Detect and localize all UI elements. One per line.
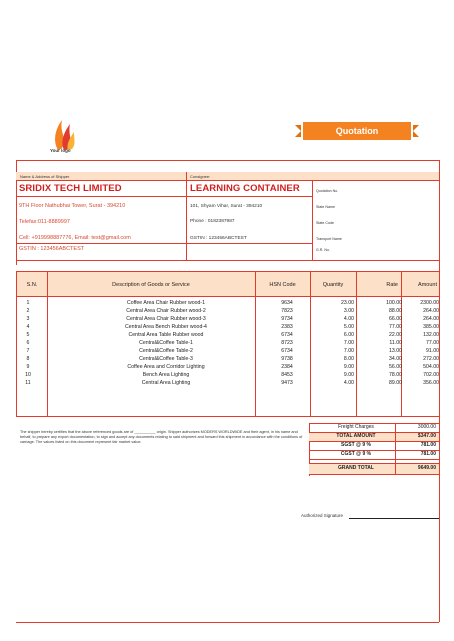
freight-label: Freight Charges xyxy=(338,424,374,430)
cell-sn: 8 xyxy=(26,356,30,362)
cell-hsn: 9473 xyxy=(281,380,293,386)
authorized-signature-label: Authorized Signature xyxy=(301,513,344,518)
cell-rate: 77.00 xyxy=(389,324,402,330)
gr-no-label: G.R. No. xyxy=(316,248,330,252)
cell-hsn: 9738 xyxy=(281,356,293,362)
shipper-gstin: GSTIN : 123456ABCTEST xyxy=(19,246,85,252)
cell-rate: 34.00 xyxy=(389,356,402,362)
table-row xyxy=(16,300,439,307)
shipper-address: 9TH Floor Nathubhai Tower, Surat - 394210 xyxy=(19,203,126,209)
cell-amount: 2300.00 xyxy=(420,300,439,306)
cell-quantity: 7.00 xyxy=(343,340,354,346)
cell-amount: 264.00 xyxy=(423,316,439,322)
cell-amount: 132.00 xyxy=(423,332,439,338)
cell-sn: 6 xyxy=(26,340,30,346)
cgst-row xyxy=(309,450,439,459)
cell-rate: 100.00 xyxy=(386,300,402,306)
quotation-no-label: Quotation No. xyxy=(316,189,339,193)
cell-rate: 88.00 xyxy=(389,308,402,314)
col-header-amount: Amount xyxy=(418,282,437,288)
cell-quantity: 5.00 xyxy=(343,324,354,330)
cell-rate: 11.00 xyxy=(389,340,402,346)
cell-sn: 1 xyxy=(26,300,30,306)
cell-quantity: 9.00 xyxy=(343,372,354,378)
freight-value: 3000.00 xyxy=(417,424,436,430)
cell-quantity: 6.00 xyxy=(343,332,354,338)
logo-label: Your logo xyxy=(50,148,71,153)
cell-hsn: 9634 xyxy=(281,300,293,306)
state-name-label: State Name xyxy=(316,205,335,209)
table-row xyxy=(16,316,439,323)
party-header-band xyxy=(16,172,439,180)
signature-line xyxy=(349,518,439,519)
table-row xyxy=(16,308,439,315)
cell-sn: 10 xyxy=(25,372,31,378)
consignee-phone: Phone : 0182387987 xyxy=(190,219,235,224)
cell-quantity: 9.00 xyxy=(343,364,354,370)
cgst-label: CGST @ 9 % xyxy=(340,451,372,457)
table-row xyxy=(16,372,439,379)
cell-description: Central&Coffee Table-3 xyxy=(139,356,193,362)
cell-amount: 91.00 xyxy=(426,348,439,354)
cell-hsn: 7823 xyxy=(281,308,293,314)
cell-description: Central&Coffee Table-1 xyxy=(139,340,193,346)
cell-sn: 7 xyxy=(26,348,30,354)
consignee-section-label: Consignee: xyxy=(190,174,211,179)
cell-quantity: 4.00 xyxy=(343,380,354,386)
cell-sn: 5 xyxy=(26,332,30,338)
cell-description: Central Area Chair Rubber wood-3 xyxy=(126,316,206,322)
cell-quantity: 23.00 xyxy=(341,300,354,306)
cell-sn: 4 xyxy=(26,324,30,330)
cell-rate: 56.00 xyxy=(389,364,402,370)
cell-sn: 2 xyxy=(26,308,30,314)
shipper-section-label: Name & Address of Shipper xyxy=(20,174,70,179)
transport-name-label: Transport Name xyxy=(316,237,342,241)
sgst-label: SGST @ 9 % xyxy=(341,442,371,448)
cell-amount: 77.00 xyxy=(426,340,439,346)
shipper-telefax: Telefax:011-8889997 xyxy=(19,219,70,225)
cell-description: Central Area Table Rubber wood xyxy=(128,332,204,338)
cell-rate: 13.00 xyxy=(389,348,402,354)
total-amount-label: TOTAL AMOUNT xyxy=(336,433,376,439)
table-row xyxy=(16,364,439,371)
cell-description: Central Area Lighting xyxy=(141,380,191,386)
table-row xyxy=(16,348,439,355)
col-header-rate: Rate xyxy=(386,282,398,288)
table-row xyxy=(16,340,439,347)
consignee-company: LEARNING CONTAINER xyxy=(190,183,300,194)
quotation-title: Quotation xyxy=(335,126,379,136)
cell-hsn: 6734 xyxy=(281,348,293,354)
col-header-sn: S.N. xyxy=(26,282,38,288)
cell-description: Bench Area Lighting xyxy=(142,372,190,378)
consignee-gstin: GSTIN : 123456ABCTEST xyxy=(190,236,247,241)
cell-description: Coffee Area Chair Rubber wood-1 xyxy=(126,300,206,306)
freight-row xyxy=(309,423,439,432)
cell-rate: 89.00 xyxy=(389,380,402,386)
col-header-description: Description of Goods or Service xyxy=(112,282,190,288)
total-amount-row xyxy=(309,432,439,441)
cell-amount: 264.00 xyxy=(423,308,439,314)
table-row xyxy=(16,332,439,339)
cell-description: Central&Coffee Table-2 xyxy=(139,348,193,354)
quotation-badge xyxy=(295,122,419,140)
cell-hsn: 6734 xyxy=(281,332,293,338)
table-row xyxy=(16,324,439,331)
cell-amount: 702.00 xyxy=(423,372,439,378)
cell-amount: 272.00 xyxy=(423,356,439,362)
cell-amount: 356.00 xyxy=(423,380,439,386)
cell-sn: 11 xyxy=(25,380,31,386)
cell-quantity: 8.00 xyxy=(343,356,354,362)
cell-sn: 3 xyxy=(26,316,30,322)
grand-total-row xyxy=(309,463,439,474)
cell-description: Central Area Bench Rubber wood-4 xyxy=(125,324,207,330)
col-header-hsn: HSN Code xyxy=(269,282,296,288)
cell-description: Central Area Chair Rubber wood-2 xyxy=(126,308,206,314)
cell-amount: 504.00 xyxy=(423,364,439,370)
cell-description: Coffee Area and Corridor Lighting xyxy=(127,364,205,370)
total-amount-value: $347.00 xyxy=(417,433,436,439)
cell-amount: 385.00 xyxy=(423,324,439,330)
state-code-label: State Code xyxy=(316,221,334,225)
table-row xyxy=(16,380,439,387)
grand-total-value: 9649.00 xyxy=(417,465,436,471)
cell-hsn: 8723 xyxy=(281,340,293,346)
col-header-quantity: Quantity xyxy=(322,282,344,288)
cell-rate: 66.00 xyxy=(389,316,402,322)
cell-rate: 22.00 xyxy=(389,332,402,338)
consignee-address: 101, Shyam Vihar, Surat - 394210 xyxy=(190,204,263,209)
cell-rate: 78.00 xyxy=(389,372,402,378)
cell-hsn: 9734 xyxy=(281,316,293,322)
cell-sn: 9 xyxy=(26,364,30,370)
grand-total-label: GRAND TOTAL xyxy=(338,465,374,471)
cell-hsn: 2384 xyxy=(281,364,293,370)
sgst-value: 781.00 xyxy=(420,442,436,448)
shipper-terms: The shipper hereby certifies that the above referenced goods are of __________ origin. Shipper authorizes MODERS WORLDWIDE and their agent, in his name and behalf, to prepare any export documentation, to sign and accept any documents relating to said shipment and forward this shipment in accordance with the conditions of carriage. The values listed on this document represent fair market value. xyxy=(20,430,303,444)
cell-quantity: 4.00 xyxy=(343,316,354,322)
shipper-company: SRIDIX TECH LIMITED xyxy=(19,183,122,194)
shipper-contact: Cell: +919998887776, Email: test@gmail.com xyxy=(19,235,131,241)
cell-quantity: 7.00 xyxy=(343,348,354,354)
cgst-value: 781.00 xyxy=(420,451,436,457)
cell-quantity: 3.00 xyxy=(343,308,354,314)
cell-hsn: 8453 xyxy=(281,372,293,378)
table-row xyxy=(16,356,439,363)
sgst-row xyxy=(309,441,439,450)
cell-hsn: 2383 xyxy=(281,324,293,330)
